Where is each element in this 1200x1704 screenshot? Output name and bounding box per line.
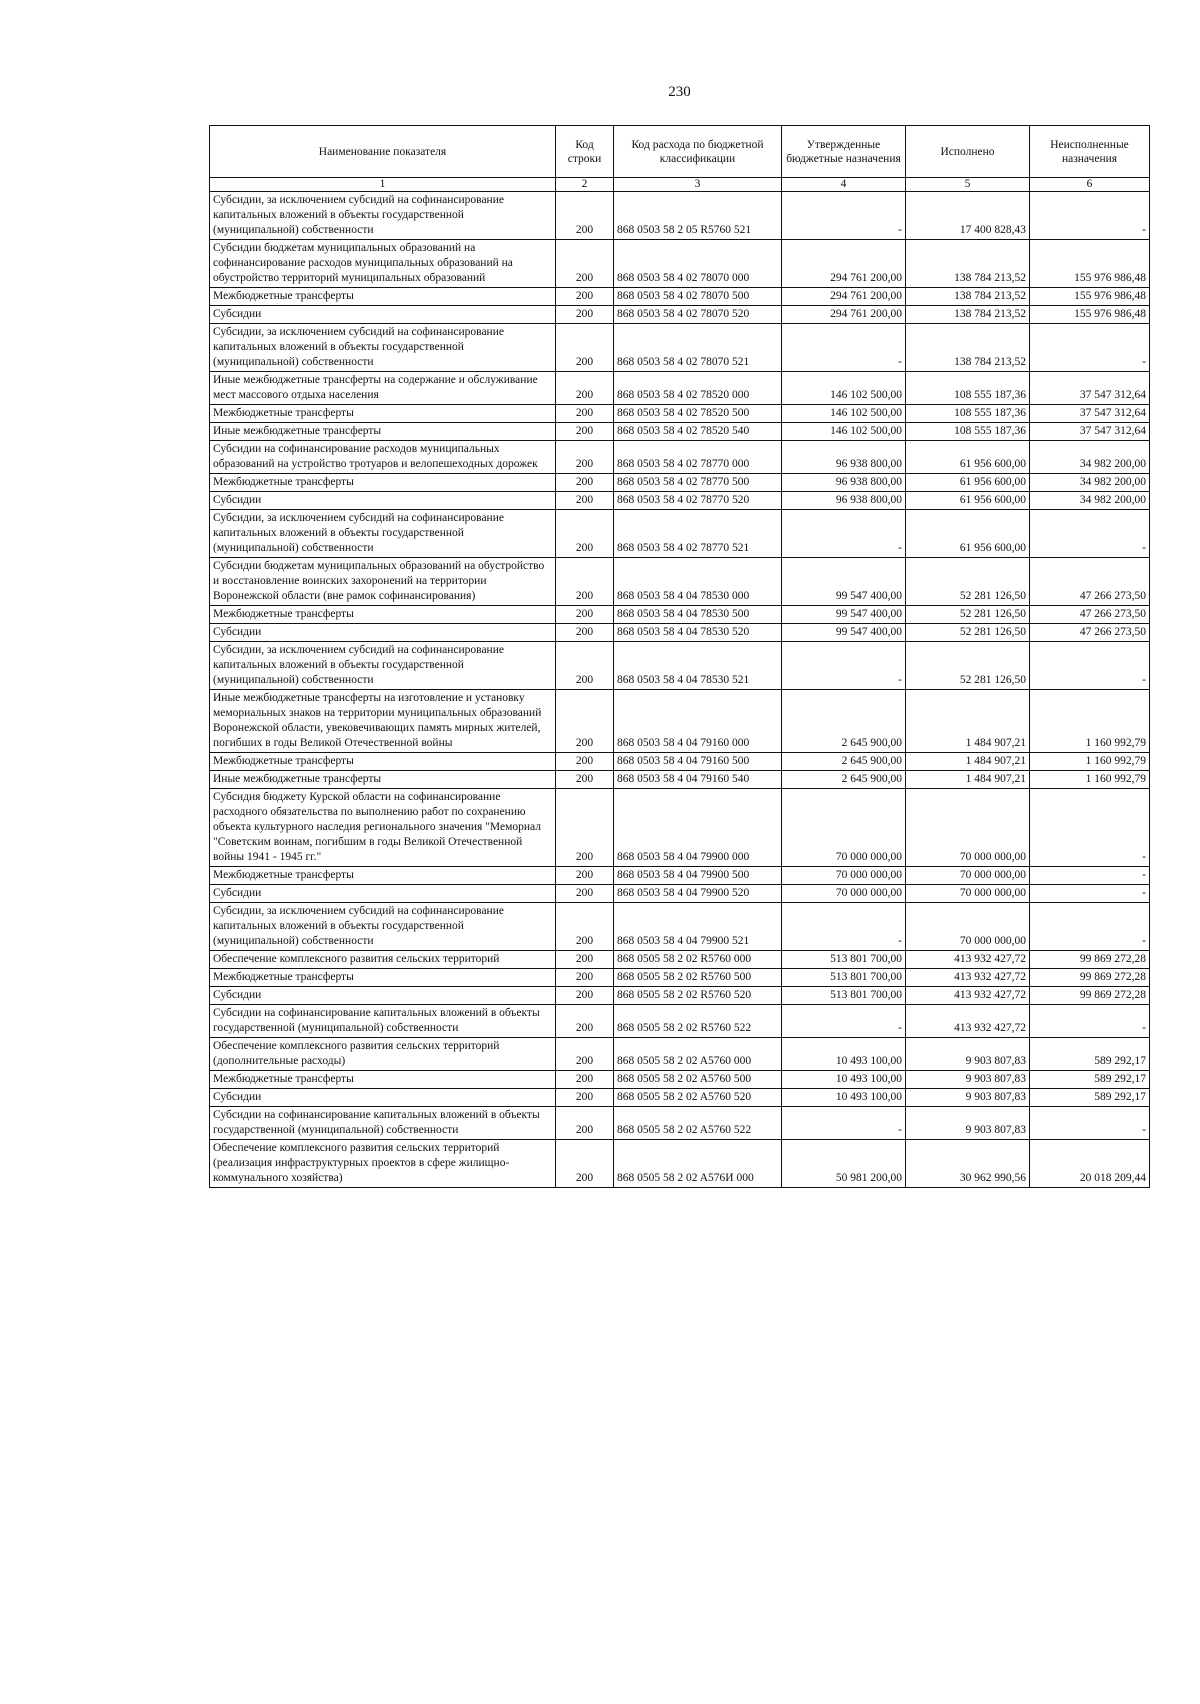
approved-amount-cell: 513 801 700,00 bbox=[782, 951, 906, 969]
unexecuted-amount-cell: - bbox=[1030, 192, 1150, 240]
executed-amount-cell: 1 484 907,21 bbox=[906, 771, 1030, 789]
budget-code-cell: 868 0503 58 4 04 78530 500 bbox=[614, 606, 782, 624]
line-code-cell: 200 bbox=[556, 324, 614, 372]
approved-amount-cell: 96 938 800,00 bbox=[782, 492, 906, 510]
approved-amount-cell: - bbox=[782, 642, 906, 690]
unexecuted-amount-cell: 34 982 200,00 bbox=[1030, 492, 1150, 510]
line-code-cell: 200 bbox=[556, 903, 614, 951]
table-row bbox=[210, 1107, 1150, 1140]
indicator-name-cell: Обеспечение комплексного развития сельских территорий (дополнительные расходы) bbox=[210, 1038, 556, 1071]
approved-amount-cell: - bbox=[782, 324, 906, 372]
approved-amount-cell: 513 801 700,00 bbox=[782, 987, 906, 1005]
budget-code-cell: 868 0503 58 4 04 78530 000 bbox=[614, 558, 782, 606]
indicator-name-cell: Субсидии bbox=[210, 1089, 556, 1107]
line-code-cell: 200 bbox=[556, 885, 614, 903]
column-number: 2 bbox=[556, 178, 614, 192]
approved-amount-cell: - bbox=[782, 192, 906, 240]
approved-amount-cell: - bbox=[782, 903, 906, 951]
unexecuted-amount-cell: 1 160 992,79 bbox=[1030, 690, 1150, 753]
indicator-name-cell: Межбюджетные трансферты bbox=[210, 753, 556, 771]
indicator-name-cell: Субсидии bbox=[210, 624, 556, 642]
table-row bbox=[210, 969, 1150, 987]
approved-amount-cell: 50 981 200,00 bbox=[782, 1140, 906, 1188]
executed-amount-cell: 413 932 427,72 bbox=[906, 1005, 1030, 1038]
table-body bbox=[210, 192, 1150, 1188]
line-code-cell: 200 bbox=[556, 606, 614, 624]
line-code-cell: 200 bbox=[556, 492, 614, 510]
table-row bbox=[210, 903, 1150, 951]
executed-amount-cell: 61 956 600,00 bbox=[906, 510, 1030, 558]
budget-code-cell: 868 0503 58 4 02 78070 000 bbox=[614, 240, 782, 288]
budget-code-cell: 868 0503 58 4 04 78530 520 bbox=[614, 624, 782, 642]
executed-amount-cell: 9 903 807,83 bbox=[906, 1038, 1030, 1071]
approved-amount-cell: 70 000 000,00 bbox=[782, 789, 906, 867]
column-number: 1 bbox=[210, 178, 556, 192]
line-code-cell: 200 bbox=[556, 1038, 614, 1071]
budget-code-cell: 868 0503 58 4 02 78770 500 bbox=[614, 474, 782, 492]
indicator-name-cell: Обеспечение комплексного развития сельских территорий bbox=[210, 951, 556, 969]
executed-amount-cell: 138 784 213,52 bbox=[906, 288, 1030, 306]
executed-amount-cell: 413 932 427,72 bbox=[906, 987, 1030, 1005]
line-code-cell: 200 bbox=[556, 1140, 614, 1188]
table-row bbox=[210, 624, 1150, 642]
line-code-cell: 200 bbox=[556, 1089, 614, 1107]
line-code-cell: 200 bbox=[556, 372, 614, 405]
approved-amount-cell: 10 493 100,00 bbox=[782, 1071, 906, 1089]
table-row bbox=[210, 606, 1150, 624]
line-code-cell: 200 bbox=[556, 288, 614, 306]
line-code-cell: 200 bbox=[556, 987, 614, 1005]
line-code-cell: 200 bbox=[556, 690, 614, 753]
table-row bbox=[210, 789, 1150, 867]
line-code-cell: 200 bbox=[556, 474, 614, 492]
budget-code-cell: 868 0503 58 4 02 78770 521 bbox=[614, 510, 782, 558]
table-row bbox=[210, 558, 1150, 606]
indicator-name-cell: Иные межбюджетные трансферты bbox=[210, 771, 556, 789]
table-row bbox=[210, 474, 1150, 492]
executed-amount-cell: 70 000 000,00 bbox=[906, 789, 1030, 867]
line-code-cell: 200 bbox=[556, 951, 614, 969]
table-row bbox=[210, 240, 1150, 288]
unexecuted-amount-cell: 99 869 272,28 bbox=[1030, 951, 1150, 969]
indicator-name-cell: Обеспечение комплексного развития сельских территорий (реализация инфраструктурных проектов в сфере жилищно-коммунального хозяйства) bbox=[210, 1140, 556, 1188]
budget-code-cell: 868 0505 58 2 02 R5760 000 bbox=[614, 951, 782, 969]
unexecuted-amount-cell: - bbox=[1030, 789, 1150, 867]
budget-execution-table bbox=[209, 125, 1150, 1188]
table-row bbox=[210, 987, 1150, 1005]
table-row bbox=[210, 771, 1150, 789]
approved-amount-cell: 99 547 400,00 bbox=[782, 558, 906, 606]
budget-code-cell: 868 0503 58 2 05 R5760 521 bbox=[614, 192, 782, 240]
unexecuted-amount-cell: 1 160 992,79 bbox=[1030, 753, 1150, 771]
approved-amount-cell: 96 938 800,00 bbox=[782, 474, 906, 492]
budget-code-cell: 868 0503 58 4 02 78070 520 bbox=[614, 306, 782, 324]
approved-amount-cell: 2 645 900,00 bbox=[782, 753, 906, 771]
budget-code-cell: 868 0503 58 4 02 78070 521 bbox=[614, 324, 782, 372]
executed-amount-cell: 70 000 000,00 bbox=[906, 885, 1030, 903]
unexecuted-amount-cell: - bbox=[1030, 885, 1150, 903]
indicator-name-cell: Субсидии, за исключением субсидий на софинансирование капитальных вложений в объекты государственной (муниципальной) собственности bbox=[210, 510, 556, 558]
line-code-cell: 200 bbox=[556, 240, 614, 288]
column-number: 3 bbox=[614, 178, 782, 192]
budget-code-cell: 868 0505 58 2 02 A5760 520 bbox=[614, 1089, 782, 1107]
indicator-name-cell: Субсидии на софинансирование капитальных вложений в объекты государственной (муниципальной) собственности bbox=[210, 1005, 556, 1038]
unexecuted-amount-cell: 1 160 992,79 bbox=[1030, 771, 1150, 789]
executed-amount-cell: 70 000 000,00 bbox=[906, 867, 1030, 885]
unexecuted-amount-cell: 589 292,17 bbox=[1030, 1089, 1150, 1107]
indicator-name-cell: Иные межбюджетные трансферты на изготовление и установку мемориальных знаков на территории муниципальных образований Воронежской области, увековечивающих память мирных жителей, погибших в годы Великой Отечественной войны bbox=[210, 690, 556, 753]
table-row bbox=[210, 324, 1150, 372]
budget-code-cell: 868 0503 58 4 04 79900 521 bbox=[614, 903, 782, 951]
executed-amount-cell: 138 784 213,52 bbox=[906, 240, 1030, 288]
budget-code-cell: 868 0503 58 4 02 78520 540 bbox=[614, 423, 782, 441]
unexecuted-amount-cell: - bbox=[1030, 1005, 1150, 1038]
unexecuted-amount-cell: 34 982 200,00 bbox=[1030, 441, 1150, 474]
table-row bbox=[210, 1089, 1150, 1107]
header-line-code: Код строки bbox=[556, 126, 614, 178]
budget-code-cell: 868 0503 58 4 02 78520 000 bbox=[614, 372, 782, 405]
executed-amount-cell: 138 784 213,52 bbox=[906, 306, 1030, 324]
approved-amount-cell: 2 645 900,00 bbox=[782, 690, 906, 753]
page-number: 230 bbox=[668, 84, 691, 100]
approved-amount-cell: - bbox=[782, 1005, 906, 1038]
table-row bbox=[210, 510, 1150, 558]
approved-amount-cell: 294 761 200,00 bbox=[782, 240, 906, 288]
unexecuted-amount-cell: 99 869 272,28 bbox=[1030, 987, 1150, 1005]
line-code-cell: 200 bbox=[556, 1107, 614, 1140]
executed-amount-cell: 138 784 213,52 bbox=[906, 324, 1030, 372]
table-row bbox=[210, 867, 1150, 885]
approved-amount-cell: 99 547 400,00 bbox=[782, 606, 906, 624]
budget-code-cell: 868 0503 58 4 04 79160 000 bbox=[614, 690, 782, 753]
indicator-name-cell: Межбюджетные трансферты bbox=[210, 969, 556, 987]
executed-amount-cell: 52 281 126,50 bbox=[906, 642, 1030, 690]
indicator-name-cell: Субсидии bbox=[210, 987, 556, 1005]
unexecuted-amount-cell: 34 982 200,00 bbox=[1030, 474, 1150, 492]
executed-amount-cell: 9 903 807,83 bbox=[906, 1071, 1030, 1089]
executed-amount-cell: 52 281 126,50 bbox=[906, 558, 1030, 606]
line-code-cell: 200 bbox=[556, 624, 614, 642]
unexecuted-amount-cell: 589 292,17 bbox=[1030, 1038, 1150, 1071]
table-row bbox=[210, 441, 1150, 474]
header-budget-code: Код расхода по бюджетной классификации bbox=[614, 126, 782, 178]
table-header-row bbox=[210, 126, 1150, 178]
budget-code-cell: 868 0505 58 2 02 A5760 500 bbox=[614, 1071, 782, 1089]
approved-amount-cell: 513 801 700,00 bbox=[782, 969, 906, 987]
budget-code-cell: 868 0505 58 2 02 R5760 522 bbox=[614, 1005, 782, 1038]
indicator-name-cell: Межбюджетные трансферты bbox=[210, 474, 556, 492]
executed-amount-cell: 17 400 828,43 bbox=[906, 192, 1030, 240]
indicator-name-cell: Субсидии bbox=[210, 306, 556, 324]
executed-amount-cell: 108 555 187,36 bbox=[906, 372, 1030, 405]
approved-amount-cell: 10 493 100,00 bbox=[782, 1038, 906, 1071]
unexecuted-amount-cell: - bbox=[1030, 324, 1150, 372]
executed-amount-cell: 9 903 807,83 bbox=[906, 1089, 1030, 1107]
indicator-name-cell: Межбюджетные трансферты bbox=[210, 288, 556, 306]
table-row bbox=[210, 288, 1150, 306]
unexecuted-amount-cell: 47 266 273,50 bbox=[1030, 624, 1150, 642]
line-code-cell: 200 bbox=[556, 642, 614, 690]
unexecuted-amount-cell: 155 976 986,48 bbox=[1030, 306, 1150, 324]
column-number: 4 bbox=[782, 178, 906, 192]
approved-amount-cell: 294 761 200,00 bbox=[782, 288, 906, 306]
indicator-name-cell: Иные межбюджетные трансферты на содержание и обслуживание мест массового отдыха населения bbox=[210, 372, 556, 405]
unexecuted-amount-cell: 37 547 312,64 bbox=[1030, 423, 1150, 441]
table-row bbox=[210, 423, 1150, 441]
executed-amount-cell: 61 956 600,00 bbox=[906, 441, 1030, 474]
line-code-cell: 200 bbox=[556, 771, 614, 789]
executed-amount-cell: 413 932 427,72 bbox=[906, 951, 1030, 969]
indicator-name-cell: Субсидии, за исключением субсидий на софинансирование капитальных вложений в объекты государственной (муниципальной) собственности bbox=[210, 192, 556, 240]
approved-amount-cell: 70 000 000,00 bbox=[782, 885, 906, 903]
table-row bbox=[210, 1140, 1150, 1188]
line-code-cell: 200 bbox=[556, 441, 614, 474]
indicator-name-cell: Межбюджетные трансферты bbox=[210, 867, 556, 885]
budget-code-cell: 868 0503 58 4 02 78770 520 bbox=[614, 492, 782, 510]
line-code-cell: 200 bbox=[556, 1005, 614, 1038]
unexecuted-amount-cell: - bbox=[1030, 642, 1150, 690]
budget-code-cell: 868 0505 58 2 02 A5760 000 bbox=[614, 1038, 782, 1071]
budget-code-cell: 868 0503 58 4 02 78520 500 bbox=[614, 405, 782, 423]
unexecuted-amount-cell: 589 292,17 bbox=[1030, 1071, 1150, 1089]
indicator-name-cell: Субсидии bbox=[210, 885, 556, 903]
line-code-cell: 200 bbox=[556, 510, 614, 558]
executed-amount-cell: 61 956 600,00 bbox=[906, 474, 1030, 492]
header-approved: Утвержденные бюджетные назначения bbox=[782, 126, 906, 178]
unexecuted-amount-cell: - bbox=[1030, 867, 1150, 885]
line-code-cell: 200 bbox=[556, 405, 614, 423]
budget-code-cell: 868 0505 58 2 02 R5760 500 bbox=[614, 969, 782, 987]
approved-amount-cell: 146 102 500,00 bbox=[782, 372, 906, 405]
indicator-name-cell: Субсидии на софинансирование капитальных вложений в объекты государственной (муниципальной) собственности bbox=[210, 1107, 556, 1140]
approved-amount-cell: 146 102 500,00 bbox=[782, 405, 906, 423]
executed-amount-cell: 30 962 990,56 bbox=[906, 1140, 1030, 1188]
column-number: 5 bbox=[906, 178, 1030, 192]
indicator-name-cell: Субсидии, за исключением субсидий на софинансирование капитальных вложений в объекты государственной (муниципальной) собственности bbox=[210, 642, 556, 690]
indicator-name-cell: Межбюджетные трансферты bbox=[210, 405, 556, 423]
executed-amount-cell: 413 932 427,72 bbox=[906, 969, 1030, 987]
unexecuted-amount-cell: - bbox=[1030, 1107, 1150, 1140]
line-code-cell: 200 bbox=[556, 867, 614, 885]
indicator-name-cell: Межбюджетные трансферты bbox=[210, 1071, 556, 1089]
approved-amount-cell: - bbox=[782, 510, 906, 558]
approved-amount-cell: 70 000 000,00 bbox=[782, 867, 906, 885]
line-code-cell: 200 bbox=[556, 1071, 614, 1089]
indicator-name-cell: Субсидии bbox=[210, 492, 556, 510]
budget-code-cell: 868 0503 58 4 04 79900 500 bbox=[614, 867, 782, 885]
table-row bbox=[210, 753, 1150, 771]
table-row bbox=[210, 642, 1150, 690]
budget-code-cell: 868 0503 58 4 04 79160 500 bbox=[614, 753, 782, 771]
executed-amount-cell: 52 281 126,50 bbox=[906, 606, 1030, 624]
executed-amount-cell: 52 281 126,50 bbox=[906, 624, 1030, 642]
table-row bbox=[210, 1038, 1150, 1071]
line-code-cell: 200 bbox=[556, 789, 614, 867]
budget-code-cell: 868 0503 58 4 02 78070 500 bbox=[614, 288, 782, 306]
table-row bbox=[210, 192, 1150, 240]
budget-code-cell: 868 0503 58 4 04 78530 521 bbox=[614, 642, 782, 690]
budget-code-cell: 868 0503 58 4 02 78770 000 bbox=[614, 441, 782, 474]
column-number-row bbox=[210, 178, 1150, 192]
table-row bbox=[210, 405, 1150, 423]
executed-amount-cell: 108 555 187,36 bbox=[906, 423, 1030, 441]
indicator-name-cell: Иные межбюджетные трансферты bbox=[210, 423, 556, 441]
budget-code-cell: 868 0505 58 2 02 A576И 000 bbox=[614, 1140, 782, 1188]
table-row bbox=[210, 690, 1150, 753]
table-row bbox=[210, 885, 1150, 903]
indicator-name-cell: Субсидии, за исключением субсидий на софинансирование капитальных вложений в объекты государственной (муниципальной) собственности bbox=[210, 324, 556, 372]
executed-amount-cell: 70 000 000,00 bbox=[906, 903, 1030, 951]
budget-code-cell: 868 0505 58 2 02 A5760 522 bbox=[614, 1107, 782, 1140]
unexecuted-amount-cell: 37 547 312,64 bbox=[1030, 405, 1150, 423]
line-code-cell: 200 bbox=[556, 969, 614, 987]
line-code-cell: 200 bbox=[556, 753, 614, 771]
header-executed: Исполнено bbox=[906, 126, 1030, 178]
line-code-cell: 200 bbox=[556, 306, 614, 324]
approved-amount-cell: 146 102 500,00 bbox=[782, 423, 906, 441]
budget-code-cell: 868 0503 58 4 04 79160 540 bbox=[614, 771, 782, 789]
unexecuted-amount-cell: 47 266 273,50 bbox=[1030, 606, 1150, 624]
table-row bbox=[210, 306, 1150, 324]
executed-amount-cell: 61 956 600,00 bbox=[906, 492, 1030, 510]
unexecuted-amount-cell: 20 018 209,44 bbox=[1030, 1140, 1150, 1188]
header-indicator-name: Наименование показателя bbox=[210, 126, 556, 178]
indicator-name-cell: Субсидии бюджетам муниципальных образований на обустройство и восстановление воинских захоронений на территории Воронежской области (вне рамок софинансирования) bbox=[210, 558, 556, 606]
indicator-name-cell: Межбюджетные трансферты bbox=[210, 606, 556, 624]
table-row bbox=[210, 951, 1150, 969]
approved-amount-cell: 10 493 100,00 bbox=[782, 1089, 906, 1107]
budget-code-cell: 868 0505 58 2 02 R5760 520 bbox=[614, 987, 782, 1005]
unexecuted-amount-cell: - bbox=[1030, 510, 1150, 558]
unexecuted-amount-cell: 99 869 272,28 bbox=[1030, 969, 1150, 987]
unexecuted-amount-cell: 37 547 312,64 bbox=[1030, 372, 1150, 405]
unexecuted-amount-cell: 47 266 273,50 bbox=[1030, 558, 1150, 606]
budget-code-cell: 868 0503 58 4 04 79900 520 bbox=[614, 885, 782, 903]
indicator-name-cell: Субсидии на софинансирование расходов муниципальных образований на устройство тротуаров и велопешеходных дорожек bbox=[210, 441, 556, 474]
line-code-cell: 200 bbox=[556, 558, 614, 606]
line-code-cell: 200 bbox=[556, 423, 614, 441]
line-code-cell: 200 bbox=[556, 192, 614, 240]
unexecuted-amount-cell: 155 976 986,48 bbox=[1030, 240, 1150, 288]
table-row bbox=[210, 1071, 1150, 1089]
approved-amount-cell: 294 761 200,00 bbox=[782, 306, 906, 324]
column-number: 6 bbox=[1030, 178, 1150, 192]
executed-amount-cell: 1 484 907,21 bbox=[906, 690, 1030, 753]
indicator-name-cell: Субсидия бюджету Курской области на софинансирование расходного обязательства по выполнению работ по сохранению объекта культурного наследия регионального значения "Мемориал "Советским воинам, погибшим в годы Великой Отечественной войны 1941 - 1945 гг." bbox=[210, 789, 556, 867]
unexecuted-amount-cell: - bbox=[1030, 903, 1150, 951]
table-row bbox=[210, 1005, 1150, 1038]
budget-code-cell: 868 0503 58 4 04 79900 000 bbox=[614, 789, 782, 867]
table-row bbox=[210, 492, 1150, 510]
approved-amount-cell: 2 645 900,00 bbox=[782, 771, 906, 789]
indicator-name-cell: Субсидии, за исключением субсидий на софинансирование капитальных вложений в объекты государственной (муниципальной) собственности bbox=[210, 903, 556, 951]
executed-amount-cell: 108 555 187,36 bbox=[906, 405, 1030, 423]
approved-amount-cell: 99 547 400,00 bbox=[782, 624, 906, 642]
unexecuted-amount-cell: 155 976 986,48 bbox=[1030, 288, 1150, 306]
approved-amount-cell: - bbox=[782, 1107, 906, 1140]
header-unexecuted: Неисполненные назначения bbox=[1030, 126, 1150, 178]
indicator-name-cell: Субсидии бюджетам муниципальных образований на софинансирование расходов муниципальных образований на обустройство территорий муниципальных образований bbox=[210, 240, 556, 288]
executed-amount-cell: 9 903 807,83 bbox=[906, 1107, 1030, 1140]
table-row bbox=[210, 372, 1150, 405]
executed-amount-cell: 1 484 907,21 bbox=[906, 753, 1030, 771]
approved-amount-cell: 96 938 800,00 bbox=[782, 441, 906, 474]
